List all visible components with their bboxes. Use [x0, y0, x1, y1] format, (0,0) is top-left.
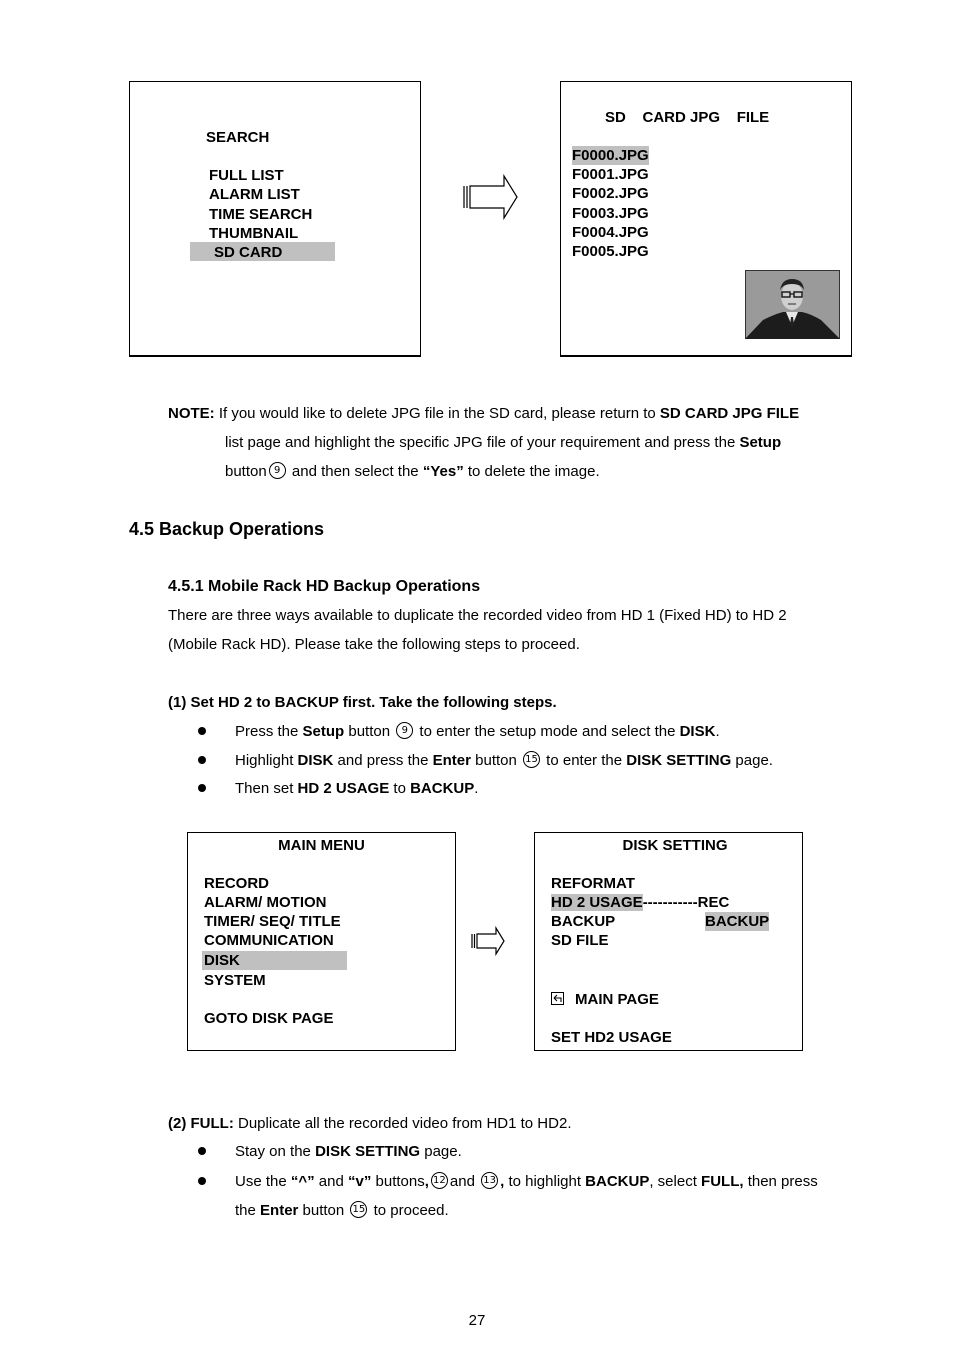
menu-item: FULL LIST: [209, 167, 284, 184]
hd2-usage-value: -----------REC: [642, 894, 730, 911]
menu-item-selected: DISK: [204, 952, 240, 969]
disk-setting-footer: SET HD2 USAGE: [551, 1029, 672, 1046]
search-menu-title: SEARCH: [206, 129, 270, 146]
note-emphasis: “Yes”: [422, 463, 464, 480]
sd-file-item: SD FILE: [551, 932, 609, 949]
bullet-icon: [198, 1177, 206, 1185]
file-item: F0003.JPG: [572, 205, 649, 222]
disk-setting-screen: [534, 832, 803, 1051]
page-number: 27: [468, 1312, 486, 1329]
file-item: F0005.JPG: [572, 243, 649, 260]
step-1-bullet-3: [235, 774, 478, 803]
bullet-icon: [198, 727, 206, 735]
emphasis: DISK SETTING: [626, 752, 732, 769]
text: and: [314, 1173, 349, 1190]
text: button: [470, 752, 522, 769]
backup-value: BACKUP: [705, 913, 770, 930]
bullet-icon: [198, 1147, 206, 1155]
text: , select: [649, 1173, 702, 1190]
note-text: and then select the: [287, 463, 423, 480]
text: to enter the setup mode and select the: [415, 723, 680, 740]
text: the: [235, 1202, 261, 1219]
note-line-2: [225, 428, 781, 457]
text: and press the: [333, 752, 433, 769]
emphasis: BACKUP: [410, 780, 475, 797]
text: Use the: [235, 1173, 291, 1190]
text: to: [389, 780, 411, 797]
button-number-icon: 15: [523, 751, 540, 768]
emphasis: “^”: [290, 1173, 315, 1190]
menu-footer: GOTO DISK PAGE: [204, 1010, 334, 1027]
button-number-icon: 15: [350, 1201, 367, 1218]
search-menu-screen: [129, 81, 421, 357]
intro-line-2: (Mobile Rack HD). Please take the following steps to proceed.: [168, 636, 580, 653]
main-menu-title: MAIN MENU: [278, 837, 365, 854]
text: Press the: [235, 723, 303, 740]
menu-item: TIME SEARCH: [209, 206, 313, 223]
text: to highlight: [504, 1173, 586, 1190]
note-label: NOTE:: [168, 405, 215, 422]
menu-item: RECORD: [204, 875, 270, 892]
text: .: [474, 780, 479, 797]
note-text: If you would like to delete JPG file in the SD card, please return to: [214, 405, 660, 422]
text: button: [344, 723, 395, 740]
emphasis: DISK: [297, 752, 334, 769]
text: Highlight: [235, 752, 298, 769]
emphasis: ,: [500, 1173, 505, 1190]
step-1-bullet-2: [235, 746, 773, 775]
menu-item: ALARM LIST: [209, 186, 300, 203]
note-line-3: [225, 457, 600, 486]
file-item: F0004.JPG: [572, 224, 649, 241]
text: to enter the: [542, 752, 627, 769]
hd2-usage-row: [551, 893, 729, 912]
hd2-usage-label: HD 2 USAGE: [551, 894, 643, 911]
bullet-icon: [198, 784, 206, 792]
button-number-icon: 9: [396, 722, 413, 739]
menu-item-selected: SD CARD: [214, 244, 283, 261]
file-item: F0002.JPG: [572, 185, 649, 202]
step-2-bullet-1: [235, 1137, 462, 1166]
step-1-bullet-1: [235, 717, 720, 746]
step-2-heading: [168, 1109, 571, 1138]
disk-setting-title: DISK SETTING: [622, 837, 728, 854]
emphasis: FULL,: [701, 1173, 744, 1190]
backup-label: BACKUP: [551, 913, 616, 930]
text: then press: [743, 1173, 818, 1190]
emphasis: (2) FULL:: [168, 1115, 234, 1132]
sd-card-title: SD CARD JPG FILE: [605, 109, 770, 126]
emphasis: DISK: [679, 723, 716, 740]
section-heading: 4.5 Backup Operations: [129, 519, 325, 539]
text: button: [298, 1202, 349, 1219]
text: page.: [731, 752, 773, 769]
text: Stay on the: [235, 1143, 316, 1160]
intro-line-1: There are three ways available to duplicate the recorded video from HD 1 (Fixed HD) to HD 2: [168, 607, 787, 624]
sd-card-jpg-screen: [560, 81, 852, 357]
note-text: list page and highlight the specific JPG file of your requirement and press the: [225, 434, 740, 451]
emphasis: Enter: [260, 1202, 299, 1219]
emphasis: Enter: [432, 752, 471, 769]
text: .: [715, 723, 720, 740]
menu-item: ALARM/ MOTION: [204, 894, 327, 911]
note-line-1: [168, 399, 799, 428]
menu-item: COMMUNICATION: [204, 932, 334, 949]
note-emphasis: Setup: [739, 434, 782, 451]
right-arrow-icon: [470, 926, 506, 956]
text: buttons: [371, 1173, 425, 1190]
text: Then set: [235, 780, 298, 797]
menu-item: SYSTEM: [204, 972, 266, 989]
text: to proceed.: [369, 1202, 449, 1219]
file-item: F0001.JPG: [572, 166, 649, 183]
note-emphasis: SD CARD JPG FILE: [659, 405, 800, 422]
text: Duplicate all the recorded video from HD1 to HD2.: [233, 1115, 572, 1132]
jpg-thumbnail-image: [745, 270, 840, 339]
note-text: button: [225, 463, 267, 480]
return-icon: [551, 992, 564, 1005]
text: page.: [420, 1143, 462, 1160]
emphasis: “v”: [348, 1173, 372, 1190]
step-2-bullet-2: [235, 1167, 818, 1196]
step-2-bullet-2-continued: [235, 1196, 449, 1225]
text: and: [449, 1173, 480, 1190]
step-1-heading: (1) Set HD 2 to BACKUP first. Take the following steps.: [168, 694, 557, 711]
main-menu-screen: [187, 832, 456, 1051]
subsection-heading: 4.5.1 Mobile Rack HD Backup Operations: [168, 578, 481, 595]
emphasis: HD 2 USAGE: [297, 780, 390, 797]
emphasis: DISK SETTING: [315, 1143, 421, 1160]
file-item-selected: F0000.JPG: [572, 147, 649, 164]
reformat-item: REFORMAT: [551, 875, 635, 892]
bullet-icon: [198, 756, 206, 764]
menu-item: TIMER/ SEQ/ TITLE: [204, 913, 341, 930]
button-number-icon: 9: [269, 462, 286, 479]
main-page-item: MAIN PAGE: [575, 991, 659, 1008]
button-number-icon: 12: [431, 1172, 448, 1189]
emphasis: ,: [424, 1173, 429, 1190]
emphasis: BACKUP: [585, 1173, 650, 1190]
note-text: to delete the image.: [463, 463, 600, 480]
button-number-icon: 13: [481, 1172, 498, 1189]
right-arrow-icon: [462, 174, 520, 220]
emphasis: Setup: [302, 723, 345, 740]
menu-item: THUMBNAIL: [209, 225, 299, 242]
